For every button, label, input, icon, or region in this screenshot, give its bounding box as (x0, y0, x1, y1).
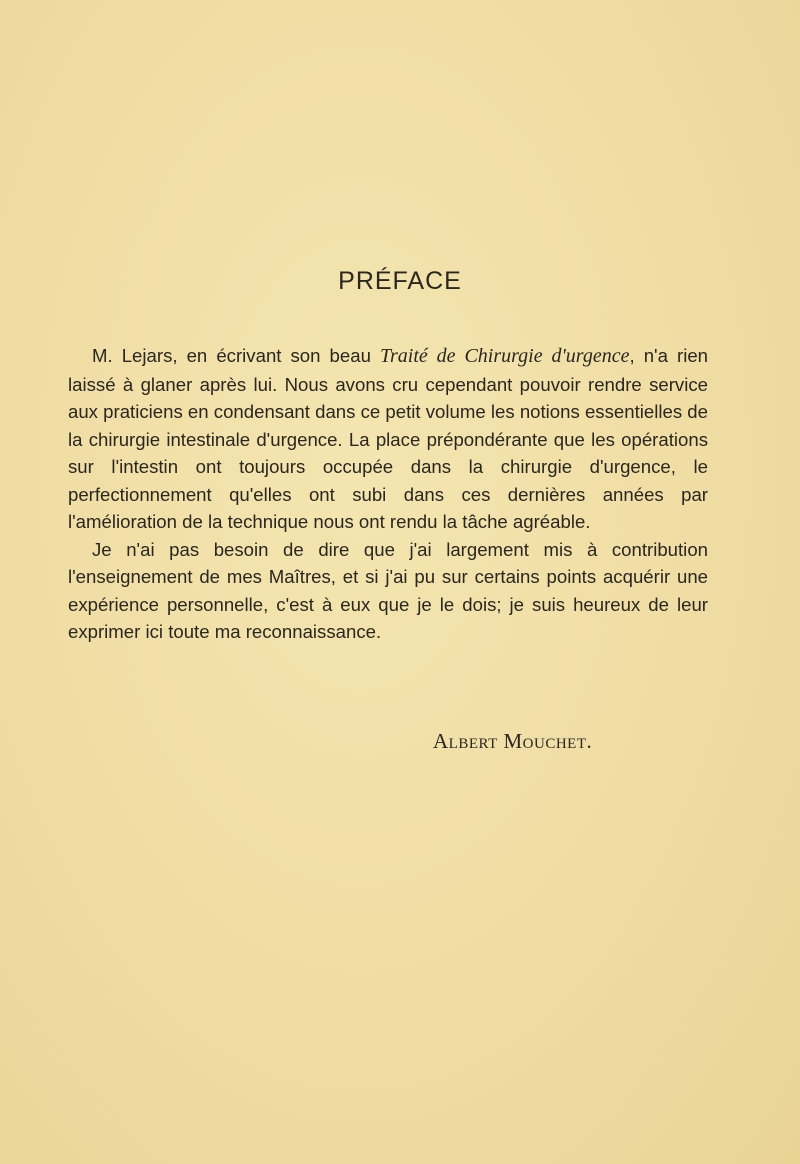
book-title-reference: Traité de Chirurgie d'urgence (379, 345, 630, 367)
paragraph-2: Je n'ai pas besoin de dire que j'ai largement mis à contribution l'enseignement de mes Maîtres, et si j'ai pu sur certains points acquérir une expérience personnelle, c'est à eux que je le dois; je suis heureux de leur exprimer ici toute ma reconnaissance. (68, 538, 708, 642)
page-title: PRÉFACE (338, 267, 462, 295)
preface-body (68, 342, 708, 646)
author-signature: Albert Mouchet. (433, 729, 593, 753)
paragraph-1-start: M. Lejars, en écrivant son beau (92, 345, 380, 366)
paragraph-1 (68, 342, 708, 536)
paragraph-1-rest: , n'a rien laissé à glaner après lui. Nous avons cru cependant pouvoir rendre service aux praticiens en condensant dans ce petit volume les notions essentielles de la chirurgie intestinale d'urgence. La place prépondérante que les opérations sur l'intestin ont toujours occupée dans la chirurgie d'urgence, le perfectionnement qu'elles ont subi dans ces dernières années par l'amélioration de la technique nous ont rendu la tâche agréable. (68, 345, 709, 532)
